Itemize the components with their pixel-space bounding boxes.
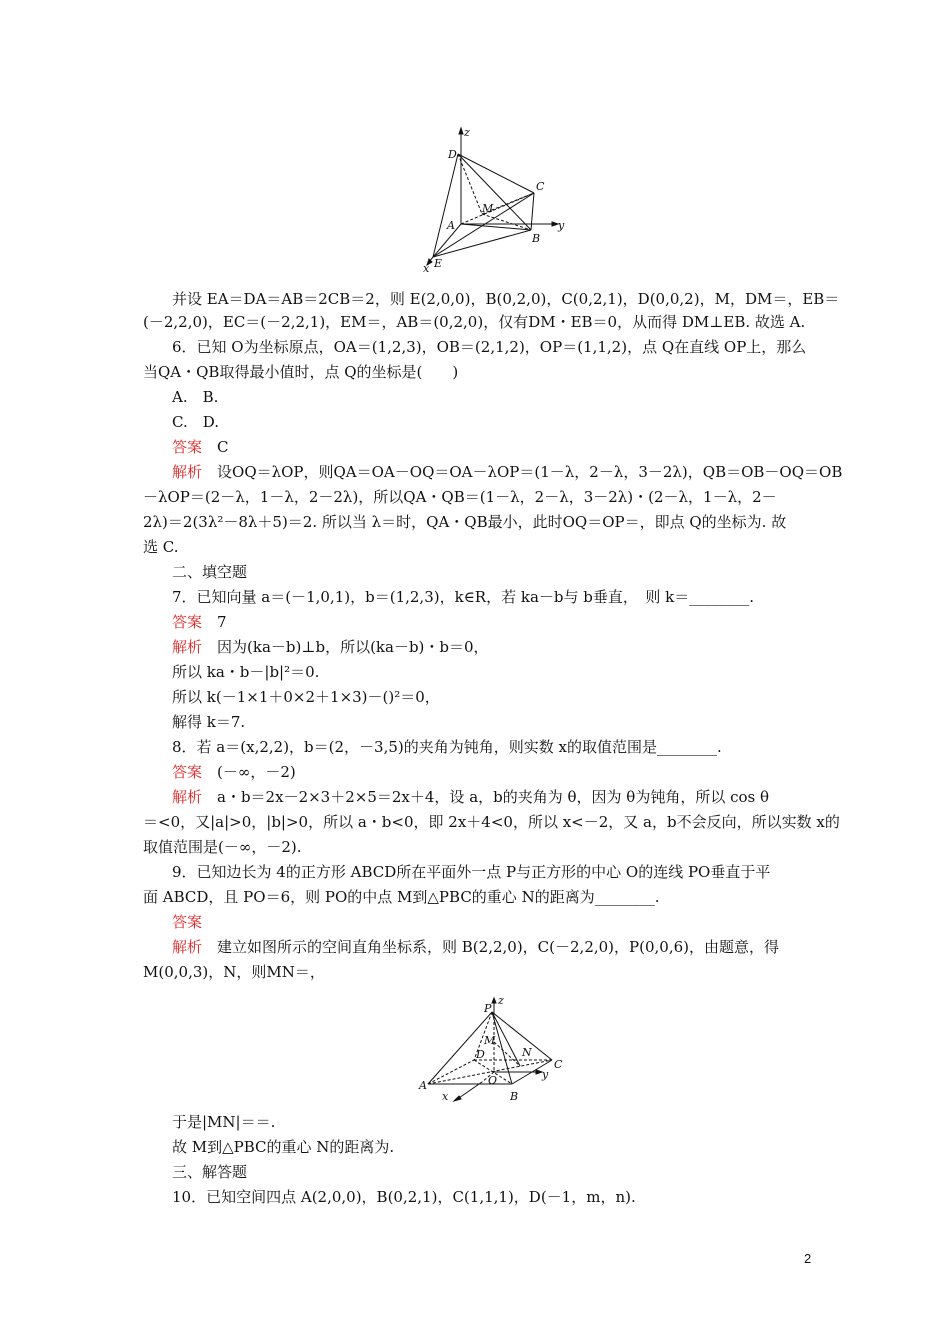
- text-line: 当QA・QB取得最小值时，点 Q的坐标是( ): [143, 363, 459, 381]
- analysis-line: 解析 a・b＝2x－2×3＋2×5＝2x＋4，设 a，b的夹角为 θ，因为 θ为钝角，所以 cos θ: [172, 788, 770, 806]
- figure-2-label-N: N: [522, 1046, 532, 1059]
- text-line: 解得 k＝7.: [172, 713, 246, 731]
- figure-2-label-x: x: [442, 1090, 449, 1103]
- answer-line: 答案 7: [172, 613, 227, 631]
- figure-2-label-P: P: [484, 1002, 492, 1015]
- text-line: 取值范围是(－∞，－2).: [143, 838, 302, 856]
- question-10: 10．已知空间四点 A(2,0,0)，B(0,2,1)，C(1,1,1)，D(－1，m，n).: [172, 1188, 636, 1206]
- figure-1-label-z: z: [464, 126, 470, 139]
- question-6: 6．已知 O为坐标原点，OA＝(1,2,3)，OB＝(2,1,2)，OP＝(1,1,2)，点 Q在直线 OP上，那么: [172, 338, 807, 356]
- figure-2-label-D: D: [476, 1048, 485, 1061]
- answer-label: 答案: [172, 913, 203, 931]
- answer-label: 答案: [172, 613, 203, 631]
- analysis-label: 解析: [172, 788, 203, 806]
- figure-2-label-A: A: [419, 1079, 427, 1092]
- answer-line: [172, 912, 202, 932]
- figure-2-label-B: B: [510, 1090, 519, 1103]
- answer-line: 答案 (－∞，－2): [172, 763, 296, 781]
- analysis-line: 解析 建立如图所示的空间直角坐标系，则 B(2,2,0)，C(－2,2,0)，P(0,0,6)，由题意，得: [172, 938, 779, 956]
- text-line: 面 ABCD，且 PO＝6，则 PO的中点 M到△PBC的重心 N的距离为________.: [143, 888, 660, 906]
- text-line: 所以 k(－1×1＋0×2＋1×3)－()²＝0，: [172, 688, 440, 706]
- figure-1-label-E: E: [434, 257, 443, 270]
- figure-1-label-D: D: [448, 148, 457, 161]
- text-line: 所以 ka・b－|b|²＝0.: [172, 663, 320, 681]
- figure-1-label-M: M: [482, 202, 494, 215]
- answer-line: 答案 C: [172, 438, 229, 456]
- text-line: 于是|MN|＝＝.: [172, 1113, 276, 1131]
- figure-1-label-y: y: [558, 219, 565, 232]
- figure-2-diagram: [416, 996, 576, 1104]
- figure-2-label-O: O: [488, 1074, 498, 1087]
- answer-label: 答案: [172, 438, 203, 456]
- figure-2-label-z: z: [498, 996, 504, 1007]
- analysis-label: 解析: [172, 463, 203, 481]
- text-line: 选 C.: [143, 538, 179, 556]
- choice-line: C. D.: [172, 413, 219, 431]
- choice-line: A. B.: [172, 388, 219, 406]
- analysis-line: 解析 设OQ＝λOP，则QA＝OA－OQ＝OA－λOP＝(1－λ，2－λ，3－2λ)，QB＝OB－OQ＝OB: [172, 463, 843, 481]
- text-line: 故 M到△PBC的重心 N的距离为.: [172, 1138, 395, 1156]
- answer-label: 答案: [172, 763, 203, 781]
- analysis-label: 解析: [172, 638, 203, 656]
- text-line: －λOP＝(2－λ，1－λ，2－2λ)，所以QA・QB＝(1－λ，2－λ，3－2λ)・(2－λ，1－λ，2－: [143, 488, 777, 506]
- section-heading: 二、填空题: [172, 563, 248, 581]
- figure-1-label-B: B: [532, 232, 541, 245]
- page-number: 2: [804, 1251, 812, 1266]
- text-line: 并设 EA＝DA＝AB＝2CB＝2，则 E(2,0,0)，B(0,2,0)，C(0,2,1)，D(0,0,2)，M，DM＝，EB＝: [172, 290, 840, 308]
- figure-1-label-C: C: [536, 180, 545, 193]
- figure-2-label-y: y: [542, 1068, 549, 1081]
- text-line: (－2,2,0)，EC＝(－2,2,1)，EM＝，AB＝(0,2,0)，仅有DM・EB＝0，从而得 DM⊥EB. 故选 A.: [143, 313, 806, 331]
- analysis-line: 解析 因为(ka－b)⊥b，所以(ka－b)・b＝0，: [172, 638, 489, 656]
- question-7: 7．已知向量 a＝(－1,0,1)，b＝(1,2,3)，k∈R，若 ka－b与 b垂直， 则 k＝________.: [172, 588, 754, 606]
- figure-2-label-M: M: [484, 1034, 496, 1047]
- question-8: 8．若 a＝(x,2,2)，b＝(2，－3,5)的夹角为钝角，则实数 x的取值范围是________.: [172, 738, 722, 756]
- figure-2-label-C: C: [554, 1058, 563, 1071]
- section-heading: 三、解答题: [172, 1163, 248, 1181]
- figure-1-diagram: [418, 126, 568, 274]
- text-line: ＝<0，又|a|>0，|b|>0，所以 a・b<0，即 2x＋4<0，所以 x<－2，又 a，b不会反向，所以实数 x的: [143, 813, 840, 831]
- text-line: 2λ)＝2(3λ²－8λ＋5)＝2. 所以当 λ＝时，QA・QB最小，此时OQ＝OP＝，即点 Q的坐标为. 故: [143, 513, 787, 531]
- figure-1-label-A: A: [447, 219, 455, 232]
- analysis-label: 解析: [172, 938, 203, 956]
- figure-1-label-x: x: [423, 262, 430, 274]
- text-line: M(0,0,3)，N，则MN＝，: [143, 963, 325, 981]
- question-9: 9．已知边长为 4的正方形 ABCD所在平面外一点 P与正方形的中心 O的连线 PO垂直于平: [172, 863, 771, 881]
